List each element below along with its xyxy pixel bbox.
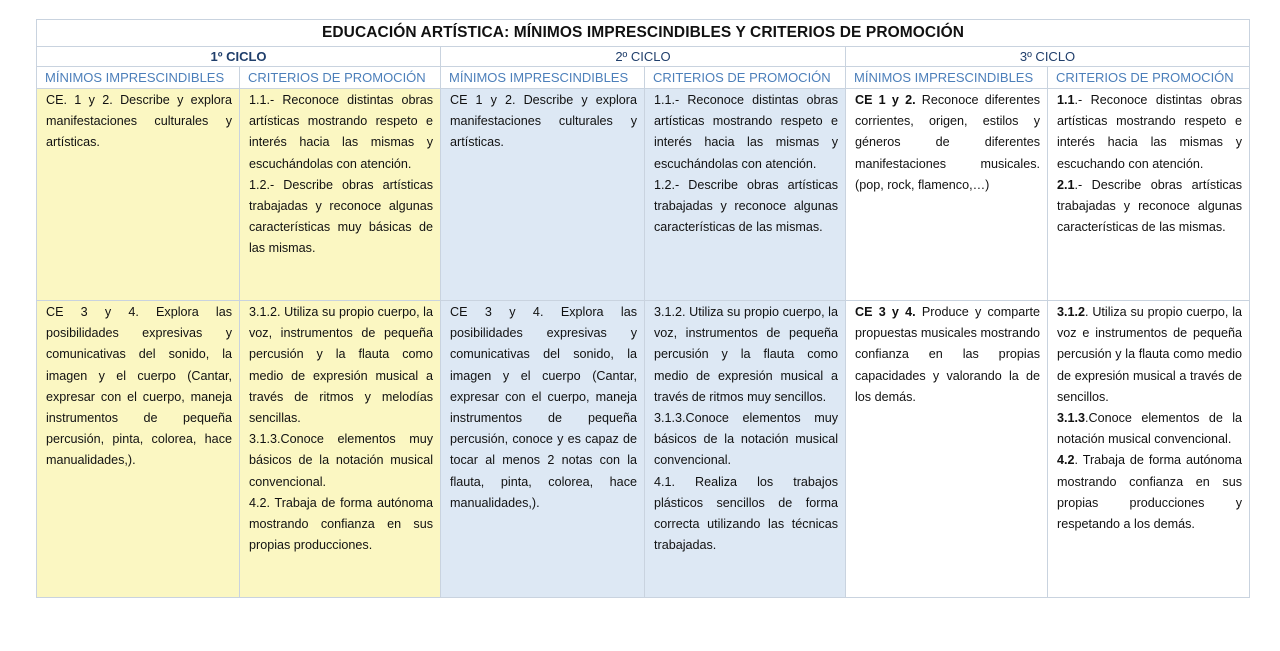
table-title: EDUCACIÓN ARTÍSTICA: MÍNIMOS IMPRESCINDIBLES Y CRITERIOS DE PROMOCIÓN	[37, 20, 1250, 47]
criterio-text: 1.2.- Describe obras artísticas trabajadas y reconoce algunas características de las mismas.	[654, 177, 838, 235]
cycle-1-minimos-cell	[37, 301, 240, 598]
cycle-1-header: 1º CICLO	[37, 47, 441, 67]
criterion-code: 2.1	[1057, 177, 1075, 192]
minimos-text: CE 3 y 4. Explora las posibilidades expresivas y comunicativas del sonido, la imagen y el cuerpo (Cantar, expresar con el cuerpo, maneja instrumentos de pequeña percusión, conoce y es capaz de tocar al menos 2 notas con la flauta, pinta, colorea, hace manualidades,).	[450, 305, 637, 510]
title-row	[37, 20, 1250, 47]
criterio-text: 4.2. Trabaja de forma autónoma mostrando confianza en sus propias producciones.	[249, 495, 433, 553]
table-row	[37, 89, 1250, 301]
minimos-text: CE. 1 y 2. Describe y explora manifestaciones culturales y artísticas.	[46, 93, 232, 150]
criterios-header: CRITERIOS DE PROMOCIÓN	[645, 67, 846, 89]
minimos-text	[855, 302, 1040, 408]
criterion-code: 3.1.3	[1057, 411, 1086, 426]
minimos-text	[855, 90, 1040, 196]
minimos-header: MÍNIMOS IMPRESCINDIBLES	[441, 67, 645, 89]
criterio-text: 1.2.- Describe obras artísticas trabajadas y reconoce algunas características muy básicas de las mismas.	[249, 177, 433, 256]
minimos-text: CE 1 y 2. Describe y explora manifestaciones culturales y artísticas.	[450, 93, 637, 150]
criterion-description: Reconoce diferentes corrientes, origen, estilos y géneros de diferentes manifestaciones musicales. (pop, rock, flamenco,…)	[855, 93, 1040, 192]
criterio-text: 3.1.2. Utiliza su propio cuerpo, la voz, instrumentos de pequeña percusión y la flauta como medio de expresión musical a través de ritmos y melodías sencillas.	[249, 305, 433, 426]
criterion-description: Produce y comparte propuestas musicales mostrando confianza en las propias capacidades y valorando la de los demás.	[855, 305, 1040, 404]
criterio-text: 3.1.3.Conoce elementos muy básicos de la notación musical convencional.	[654, 411, 838, 468]
criteria-table	[36, 19, 1250, 598]
subheader-row	[37, 67, 1250, 89]
criterion-code: CE 1 y 2.	[855, 93, 916, 107]
cycle-3-minimos-cell	[846, 89, 1048, 301]
minimos-header: MÍNIMOS IMPRESCINDIBLES	[846, 67, 1048, 89]
criterio-text	[1057, 450, 1242, 535]
criterios-header: CRITERIOS DE PROMOCIÓN	[1048, 67, 1250, 89]
criterio-text	[1057, 408, 1242, 450]
cycle-row	[37, 47, 1250, 67]
minimos-text: CE 3 y 4. Explora las posibilidades expresivas y comunicativas del sonido, la imagen y el cuerpo (Cantar, expresar con el cuerpo, maneja instrumentos de pequeña percusión, pinta, colorea, hace manualidades,).	[46, 305, 232, 468]
criterion-description: .Conoce elementos de la notación musical convencional.	[1057, 411, 1243, 447]
criterio-text	[1057, 175, 1242, 239]
criterio-text: 1.1.- Reconoce distintas obras artísticas mostrando respeto e interés hacia las mismas y escuchándolas con atención.	[249, 93, 433, 171]
cycle-2-criterios-cell	[645, 89, 846, 301]
cycle-2-header: 2º CICLO	[441, 47, 846, 67]
cycle-1-minimos-cell	[37, 89, 240, 301]
criterion-code: 4.2	[1057, 453, 1075, 468]
cycle-2-minimos-cell	[441, 301, 645, 598]
cycle-3-header: 3º CICLO	[846, 47, 1250, 67]
criterion-code: 1.1	[1057, 93, 1075, 107]
criterio-text: 1.1.- Reconoce distintas obras artísticas mostrando respeto e interés hacia las mismas y escuchándolas con atención.	[654, 93, 838, 171]
criterion-description: .- Describe obras artísticas trabajadas y reconoce algunas características de las mismas.	[1057, 177, 1243, 235]
cycle-3-criterios-cell	[1048, 301, 1250, 598]
cycle-3-minimos-cell	[846, 301, 1048, 598]
criterio-text: 3.1.2. Utiliza su propio cuerpo, la voz, instrumentos de pequeña percusión y la flauta como medio de expresión musical a través de ritmos muy sencillos.	[654, 305, 838, 404]
criterio-text	[1057, 90, 1242, 175]
criterion-code: 3.1.2	[1057, 305, 1086, 319]
cycle-2-criterios-cell	[645, 301, 846, 598]
cycle-3-criterios-cell	[1048, 89, 1250, 301]
cycle-1-criterios-cell	[240, 89, 441, 301]
criterion-description: . Trabaja de forma autónoma mostrando confianza en sus propias producciones y respetando a los demás.	[1057, 453, 1243, 532]
table-row	[37, 301, 1250, 598]
criterion-description: . Utiliza su propio cuerpo, la voz e instrumentos de pequeña percusión y la flauta como medio de expresión musical a través de sencillos.	[1057, 305, 1243, 404]
criterio-text: 3.1.3.Conoce elementos muy básicos de la notación musical convencional.	[249, 432, 433, 489]
criterio-text	[1057, 302, 1242, 408]
criterios-header: CRITERIOS DE PROMOCIÓN	[240, 67, 441, 89]
criterion-code: CE 3 y 4.	[855, 305, 916, 319]
criterion-description: .- Reconoce distintas obras artísticas mostrando respeto e interés hacia las mismas y escuchando con atención.	[1057, 93, 1243, 171]
cycle-1-criterios-cell	[240, 301, 441, 598]
minimos-header: MÍNIMOS IMPRESCINDIBLES	[37, 67, 240, 89]
criterio-text: 4.1. Realiza los trabajos plásticos sencillos de forma correcta utilizando las técnicas trabajadas.	[654, 474, 838, 553]
cycle-2-minimos-cell	[441, 89, 645, 301]
